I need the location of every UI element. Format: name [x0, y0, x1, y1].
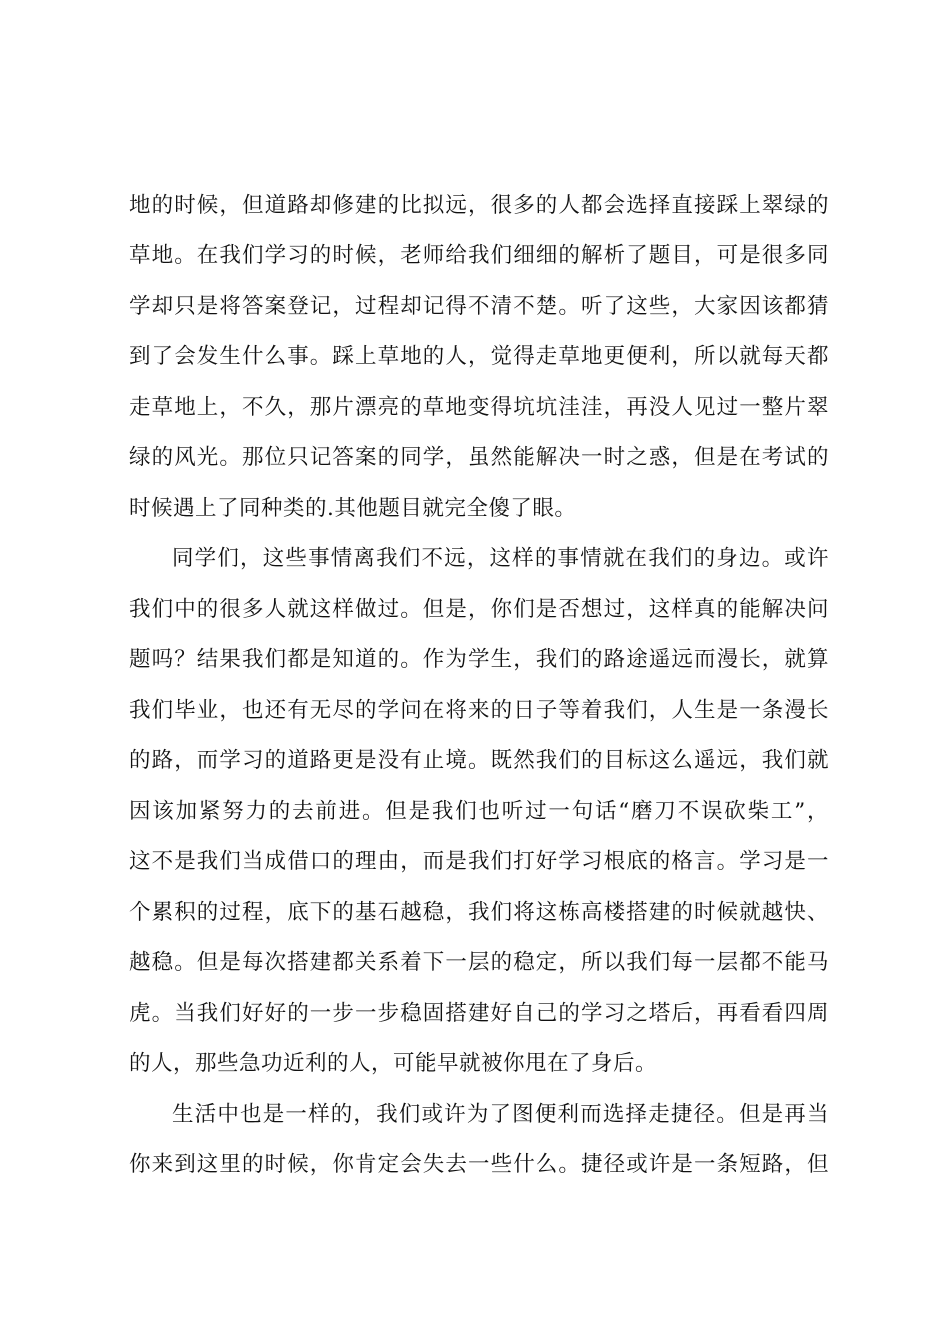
paragraph-2-line-7: 这不是我们当成借口的理由，而是我们打好学习根底的格言。学习是一 [129, 849, 829, 874]
paragraph-2-line-4: 我们毕业，也还有无尽的学问在将来的日子等着我们，人生是一条漫长 [129, 698, 829, 723]
paragraph-1-line-6: 绿的风光。那位只记答案的同学，虽然能解决一时之惑，但是在考试的 [129, 445, 829, 470]
paragraph-1-line-1: 地的时候，但道路却修建的比拟远，很多的人都会选择直接踩上翠绿的 [129, 193, 829, 218]
paragraph-2-line-5: 的路，而学习的道路更是没有止境。既然我们的目标这么遥远，我们就 [129, 748, 829, 773]
paragraph-1-line-5: 走草地上，不久，那片漂亮的草地变得坑坑洼洼，再没人见过一整片翠 [129, 395, 829, 420]
paragraph-1-line-7: 时候遇上了同种类的.其他题目就完全傻了眼。 [129, 496, 577, 521]
paragraph-3-line-1: 生活中也是一样的，我们或许为了图便利而选择走捷径。但是再当 [172, 1102, 829, 1127]
paragraph-3-line-2: 你来到这里的时候，你肯定会失去一些什么。捷径或许是一条短路，但 [129, 1152, 829, 1177]
paragraph-2-line-2: 我们中的很多人就这样做过。但是，你们是否想过，这样真的能解决问 [129, 597, 829, 622]
paragraph-1-line-2: 草地。在我们学习的时候，老师给我们细细的解析了题目，可是很多同 [129, 243, 829, 268]
paragraph-1-line-4: 到了会发生什么事。踩上草地的人，觉得走草地更便利，所以就每天都 [129, 344, 829, 369]
paragraph-2-line-1: 同学们，这些事情离我们不远，这样的事情就在我们的身边。或许 [172, 546, 829, 571]
paragraph-2-line-8: 个累积的过程，底下的基石越稳，我们将这栋高楼搭建的时候就越快、 [129, 900, 829, 925]
paragraph-2-line-6: 因该加紧努力的去前进。但是我们也听过一句话“磨刀不误砍柴工”， [129, 799, 829, 824]
paragraph-2-line-9: 越稳。但是每次搭建都关系着下一层的稳定，所以我们每一层都不能马 [129, 950, 829, 975]
paragraph-2-line-10: 虎。当我们好好的一步一步稳固搭建好自己的学习之塔后，再看看四周 [129, 1001, 829, 1026]
paragraph-2-line-3: 题吗？结果我们都是知道的。作为学生，我们的路途遥远而漫长，就算 [129, 647, 829, 672]
paragraph-1-line-3: 学却只是将答案登记，过程却记得不清不楚。听了这些，大家因该都猜 [129, 294, 829, 319]
paragraph-2-line-11: 的人，那些急功近利的人，可能早就被你甩在了身后。 [129, 1051, 658, 1076]
